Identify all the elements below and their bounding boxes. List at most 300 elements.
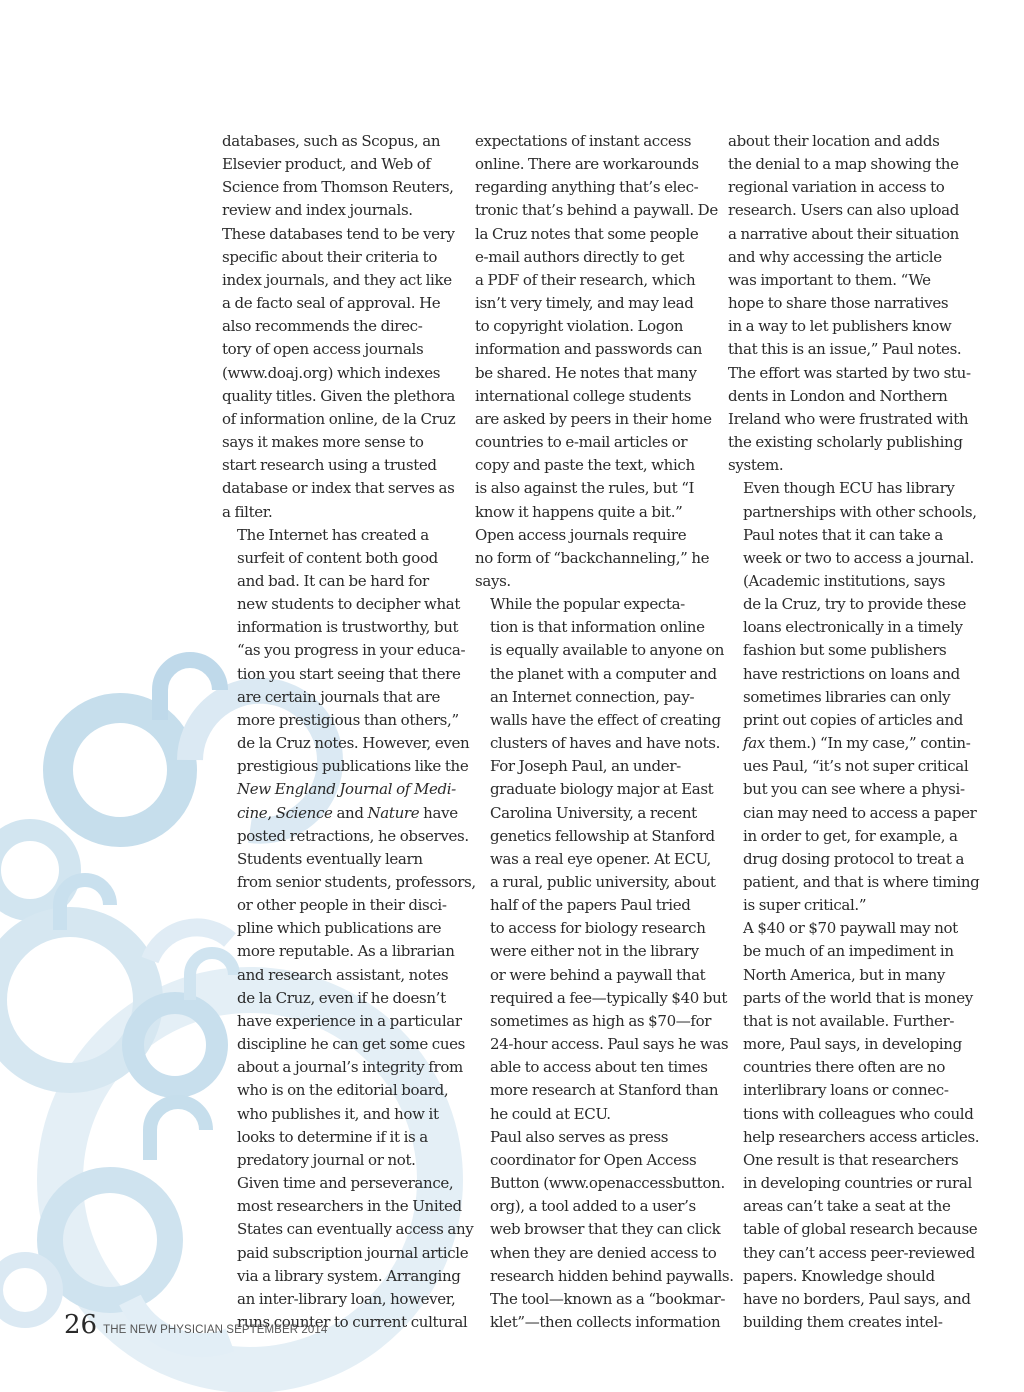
page-number: 26: [64, 1310, 98, 1340]
italic-title: cine: [237, 803, 268, 822]
text-run: help researchers access articles.: [743, 1127, 980, 1146]
text-run: tronic that’s behind a paywall. De: [475, 201, 718, 220]
text-run: regarding anything that’s elec-: [475, 178, 699, 197]
text-run: States can eventually access any: [237, 1220, 474, 1239]
text-line: [222, 1149, 458, 1172]
text-run: is equally available to anyone on: [490, 641, 725, 660]
text-run: about a journal’s integrity from: [237, 1058, 463, 1077]
text-run: org), a tool added to a user’s: [490, 1197, 696, 1216]
text-line: [728, 686, 964, 709]
text-line: [728, 501, 977, 524]
text-line: [728, 385, 964, 408]
text-run: most researchers in the United: [237, 1197, 462, 1216]
text-line: [728, 547, 974, 570]
text-run: countries there often are no: [743, 1058, 946, 1077]
text-run: North America, but in many: [743, 965, 946, 984]
text-line: [222, 338, 458, 361]
text-run: Students eventually learn: [237, 849, 423, 868]
text-line: [728, 964, 964, 987]
text-line: [475, 338, 711, 361]
text-run: also recommends the direc-: [222, 317, 423, 336]
text-line: [475, 940, 711, 963]
italic-title: Nature: [367, 803, 420, 822]
article-paragraph: [475, 130, 718, 593]
italic-title: New England Journal of Medi-: [237, 780, 456, 799]
text-run: pline which publications are: [237, 919, 442, 938]
text-line: [222, 987, 458, 1010]
text-run: sometimes as high as $70—for: [490, 1011, 712, 1030]
article-column-1: [222, 130, 476, 1334]
text-run: about their location and adds: [728, 132, 940, 150]
text-run: research. Users can also upload: [728, 201, 959, 220]
text-line: [728, 1010, 964, 1033]
text-run: via a library system. Arranging: [237, 1266, 461, 1285]
text-line: [475, 1149, 711, 1172]
text-run: areas can’t take a seat at the: [743, 1197, 951, 1216]
text-line: [728, 639, 964, 662]
article-paragraph: [222, 130, 458, 524]
text-run: These databases tend to be very: [222, 224, 455, 243]
text-run: and: [332, 803, 368, 822]
text-run: more research at Stanford than: [490, 1081, 719, 1100]
text-run: says.: [475, 571, 511, 590]
text-run: system.: [728, 456, 784, 475]
text-run: table of global research because: [743, 1220, 978, 1239]
text-line: [222, 199, 458, 222]
text-line: [475, 709, 721, 732]
text-run: have no borders, Paul says, and: [743, 1289, 971, 1308]
text-line: [475, 130, 711, 153]
text-run: looks to determine if it is a: [237, 1127, 428, 1146]
text-line: [728, 778, 964, 801]
text-run: are certain journals that are: [237, 687, 441, 706]
text-run: dents in London and Northern: [728, 386, 948, 405]
text-line: [728, 1033, 964, 1056]
text-line: [728, 477, 964, 500]
text-run: more prestigious than others,”: [237, 710, 459, 729]
text-run: predatory journal or not.: [237, 1150, 416, 1169]
text-run: Even though ECU has library: [743, 479, 955, 498]
text-line: [222, 825, 469, 848]
text-line: [728, 269, 964, 292]
text-run: in developing countries or rural: [743, 1174, 972, 1193]
text-run: loans electronically in a timely: [743, 618, 963, 637]
text-run: print out copies of articles and: [743, 710, 964, 729]
text-line: [475, 1033, 729, 1056]
text-run: Paul notes that it can take a: [743, 525, 943, 544]
article-paragraph: [728, 130, 971, 477]
text-run: countries to e-mail articles or: [475, 433, 688, 452]
text-run: tory of open access journals: [222, 340, 424, 359]
text-run: expectations of instant access: [475, 132, 692, 150]
text-run: and bad. It can be hard for: [237, 571, 429, 590]
text-run: posted retractions, he observes.: [237, 826, 469, 845]
text-run: tions with colleagues who could: [743, 1104, 974, 1123]
italic-title: fax: [743, 734, 765, 753]
text-line: [728, 524, 964, 547]
text-line: [222, 1172, 458, 1195]
text-line: [728, 755, 969, 778]
text-line: [728, 940, 964, 963]
text-run: coordinator for Open Access: [490, 1150, 697, 1169]
text-line: [475, 1265, 734, 1288]
text-line: [475, 246, 711, 269]
text-line: [475, 315, 711, 338]
text-line: [222, 547, 458, 570]
text-run: Science from Thomson Reuters,: [222, 178, 454, 197]
text-run: able to access about ten times: [490, 1058, 708, 1077]
text-run: runs counter to current cultural: [237, 1312, 468, 1331]
text-line: [728, 1311, 964, 1334]
text-line: [222, 1288, 458, 1311]
text-line: [728, 362, 971, 385]
text-run: Button (www.openaccessbutton.: [490, 1174, 725, 1193]
text-line: [728, 431, 964, 454]
text-line: [728, 1195, 964, 1218]
text-line: [475, 871, 716, 894]
text-run: sometimes libraries can only: [743, 687, 951, 706]
text-run: that this is an issue,” Paul notes.: [728, 340, 962, 359]
text-line: [222, 1195, 462, 1218]
text-line: [475, 663, 717, 686]
text-run: tion you start seeing that there: [237, 664, 461, 683]
text-line: [222, 1265, 461, 1288]
text-run: Ireland who were frustrated with: [728, 409, 969, 428]
text-line: [222, 524, 458, 547]
text-line: [475, 153, 711, 176]
text-line: [222, 593, 461, 616]
text-line: [222, 1010, 462, 1033]
text-run: paid subscription journal article: [237, 1243, 469, 1262]
text-run: when they are denied access to: [490, 1243, 717, 1262]
text-run: information is trustworthy, but: [237, 618, 459, 637]
text-line: [475, 778, 714, 801]
article-paragraph: [222, 524, 470, 848]
text-line: [222, 848, 458, 871]
text-line: [728, 130, 964, 153]
text-run: he could at ECU.: [490, 1104, 611, 1123]
text-run: “as you progress in your educa-: [237, 641, 466, 660]
text-run: discipline he can get some cues: [237, 1035, 466, 1054]
text-line: [475, 1242, 717, 1265]
text-run: required a fee—typically $40 but: [490, 988, 728, 1007]
text-run: are asked by peers in their home: [475, 409, 712, 428]
text-line: [475, 269, 711, 292]
text-run: clusters of haves and have nots.: [490, 734, 721, 753]
text-line: [475, 987, 728, 1010]
text-run: Elsevier product, and Web of: [222, 155, 431, 174]
text-run: patient, and that is where timing: [743, 873, 980, 891]
text-run: Carolina University, a recent: [490, 803, 697, 822]
text-run: drug dosing protocol to treat a: [743, 849, 965, 868]
text-line: [728, 894, 964, 917]
text-line: [728, 1079, 964, 1102]
text-run: While the popular expecta-: [490, 595, 685, 614]
text-run: them.) “In my case,” contin-: [764, 734, 971, 753]
text-line: [728, 802, 977, 825]
text-line: [475, 732, 721, 755]
text-run: klet”—then collects information: [490, 1312, 721, 1331]
text-line: [222, 1079, 458, 1102]
text-run: no form of “backchanneling,” he: [475, 548, 710, 567]
text-run: e-mail authors directly to get: [475, 247, 685, 266]
text-line: [728, 1288, 971, 1311]
text-run: and research assistant, notes: [237, 965, 449, 984]
text-line: [475, 408, 711, 431]
text-run: The tool—known as a “bookmar-: [490, 1289, 726, 1308]
text-line: [475, 802, 711, 825]
text-line: [728, 199, 964, 222]
text-line: [222, 1103, 458, 1126]
text-line: [475, 524, 711, 547]
text-run: quality titles. Given the plethora: [222, 386, 455, 405]
text-line: [475, 1056, 711, 1079]
text-run: have experience in a particular: [237, 1011, 462, 1030]
text-line: [728, 1126, 980, 1149]
text-line: [728, 709, 964, 732]
text-line: [475, 199, 718, 222]
text-run: 24-hour access. Paul says he was: [490, 1035, 729, 1054]
text-run: or were behind a paywall that: [490, 965, 706, 984]
text-run: is super critical.”: [743, 896, 867, 915]
text-run: walls have the effect of creating: [490, 710, 721, 729]
text-line: [728, 1172, 972, 1195]
text-line: [222, 269, 458, 292]
text-line: [475, 848, 711, 871]
text-line: [728, 1242, 975, 1265]
text-run: half of the papers Paul tried: [490, 896, 691, 915]
text-line: [728, 338, 964, 361]
text-line: [222, 1242, 469, 1265]
text-line: [475, 639, 725, 662]
text-line: [475, 501, 711, 524]
text-line: [222, 663, 461, 686]
text-run: in a way to let publishers know: [728, 317, 952, 336]
text-line: [475, 1218, 721, 1241]
text-run: specific about their criteria to: [222, 247, 438, 266]
text-run: was important to them. “We: [728, 270, 931, 289]
text-run: and why accessing the article: [728, 247, 942, 266]
article-paragraph: [475, 1126, 734, 1334]
text-line: [222, 153, 458, 176]
text-line: [728, 1103, 974, 1126]
text-run: the existing scholarly publishing: [728, 433, 963, 452]
text-line: [475, 686, 711, 709]
text-run: papers. Knowledge should: [743, 1266, 935, 1285]
text-line: [475, 1010, 711, 1033]
text-line: [728, 848, 964, 871]
text-run: a rural, public university, about: [490, 873, 716, 891]
text-line: [728, 246, 964, 269]
text-run: ues Paul, “it’s not super critical: [743, 757, 969, 776]
text-run: de la Cruz notes. However, even: [237, 734, 470, 753]
text-run: new students to decipher what: [237, 595, 461, 614]
text-run: was a real eye opener. At ECU,: [490, 849, 711, 868]
text-line: [222, 385, 458, 408]
text-line: [728, 871, 980, 894]
text-run: to access for biology research: [490, 919, 706, 938]
article-column-2: [475, 130, 734, 1334]
text-run: de la Cruz, even if he doesn’t: [237, 988, 446, 1007]
text-run: a de facto seal of approval. He: [222, 294, 441, 313]
text-run: partnerships with other schools,: [743, 502, 977, 521]
text-line: [728, 663, 964, 686]
text-line: [728, 153, 964, 176]
text-line: [728, 454, 964, 477]
text-run: la Cruz notes that some people: [475, 224, 699, 243]
text-line: [222, 964, 458, 987]
text-line: [222, 732, 470, 755]
text-line: [222, 755, 469, 778]
text-run: The effort was started by two stu-: [728, 363, 971, 382]
text-line: [728, 1265, 964, 1288]
text-run: regional variation in access to: [728, 178, 945, 197]
text-run: index journals, and they act like: [222, 270, 452, 289]
text-run: in order to get, for example, a: [743, 826, 958, 845]
text-line: [222, 501, 458, 524]
text-run: genetics fellowship at Stanford: [490, 826, 715, 845]
text-run: a narrative about their situation: [728, 224, 959, 243]
text-run: the denial to a map showing the: [728, 155, 959, 174]
text-line: [475, 616, 711, 639]
article-paragraph: [222, 848, 476, 1172]
text-line: [222, 130, 458, 153]
text-line: [728, 616, 964, 639]
text-line: [222, 616, 458, 639]
text-line: [222, 894, 458, 917]
text-line: [475, 755, 711, 778]
text-run: prestigious publications like the: [237, 757, 469, 776]
text-line: [728, 292, 964, 315]
text-run: of information online, de la Cruz: [222, 409, 456, 428]
text-run: to copyright violation. Logon: [475, 317, 684, 336]
text-line: [475, 362, 711, 385]
text-run: fashion but some publishers: [743, 641, 947, 660]
text-run: cian may need to access a paper: [743, 803, 977, 822]
text-line: [222, 1126, 458, 1149]
text-run: international college students: [475, 386, 692, 405]
text-line: [475, 223, 711, 246]
text-run: ,: [267, 803, 276, 822]
article-paragraph: [728, 917, 980, 1334]
article-paragraph: [475, 593, 729, 1126]
text-line: [222, 223, 458, 246]
text-run: graduate biology major at East: [490, 780, 714, 799]
text-run: but you can see where a physi-: [743, 780, 965, 799]
text-line: [475, 385, 711, 408]
text-line: [728, 315, 964, 338]
text-run: Open access journals require: [475, 525, 687, 544]
text-line: [728, 825, 964, 848]
text-run: copy and paste the text, which: [475, 456, 695, 475]
text-line: [728, 223, 964, 246]
text-run: parts of the world that is money: [743, 988, 973, 1007]
text-run: database or index that serves as: [222, 479, 455, 498]
text-line: [222, 1056, 463, 1079]
text-line: [728, 176, 964, 199]
text-run: they can’t access peer-reviewed: [743, 1243, 975, 1262]
text-run: the planet with a computer and: [490, 664, 717, 683]
text-run: that is not available. Further-: [743, 1011, 955, 1030]
text-run: an Internet connection, pay-: [490, 687, 695, 706]
text-line: [728, 917, 964, 940]
text-run: Given time and perseverance,: [237, 1174, 454, 1193]
text-run: week or two to access a journal.: [743, 548, 974, 567]
text-line: [475, 1311, 721, 1334]
publication-name-and-date: THE NEW PHYSICIAN SEPTEMBER 2014: [103, 1324, 328, 1336]
text-line: [222, 176, 458, 199]
text-run: be much of an impediment in: [743, 942, 954, 961]
text-line: [222, 940, 458, 963]
text-run: from senior students, professors,: [237, 873, 476, 891]
text-run: web browser that they can click: [490, 1220, 721, 1239]
text-line: [475, 454, 711, 477]
text-run: or other people in their disci-: [237, 896, 447, 915]
text-line: [475, 570, 711, 593]
text-run: be shared. He notes that many: [475, 363, 697, 382]
text-run: start research using a trusted: [222, 456, 437, 475]
text-run: a filter.: [222, 502, 273, 521]
text-run: information and passwords can: [475, 340, 703, 359]
text-line: [222, 917, 458, 940]
text-line: [222, 477, 458, 500]
text-line: [222, 709, 458, 732]
text-run: were either not in the library: [490, 942, 699, 961]
text-line: [222, 1033, 466, 1056]
text-line: [475, 292, 711, 315]
text-run: more, Paul says, in developing: [743, 1035, 962, 1054]
text-run: (Academic institutions, says: [743, 571, 946, 590]
text-run: For Joseph Paul, an under-: [490, 757, 681, 776]
text-line: [475, 1126, 711, 1149]
text-line: [475, 176, 711, 199]
text-line: [475, 593, 711, 616]
text-run: isn’t very timely, and may lead: [475, 294, 694, 313]
text-run: online. There are workarounds: [475, 155, 699, 174]
text-run: (www.doaj.org) which indexes: [222, 363, 441, 382]
text-run: have restrictions on loans and: [743, 664, 960, 683]
text-run: databases, such as Scopus, an: [222, 132, 441, 150]
text-run: tion is that information online: [490, 618, 705, 637]
text-line: [475, 894, 711, 917]
text-line: [475, 1103, 711, 1126]
text-line: [222, 570, 458, 593]
text-line: [728, 1218, 978, 1241]
text-run: who is on the editorial board,: [237, 1081, 449, 1100]
text-line: [222, 246, 458, 269]
text-line: [475, 431, 711, 454]
text-line: [222, 686, 458, 709]
text-run: hope to share those narratives: [728, 294, 949, 313]
text-run: de la Cruz, try to provide these: [743, 595, 967, 614]
text-run: Paul also serves as press: [490, 1127, 669, 1146]
text-run: The Internet has created a: [237, 525, 429, 544]
text-line: [222, 871, 476, 894]
text-run: a PDF of their research, which: [475, 270, 696, 289]
text-line: [475, 917, 711, 940]
text-line: [222, 802, 458, 825]
text-line: [222, 431, 458, 454]
text-run: have: [419, 803, 458, 822]
text-line: [475, 1172, 725, 1195]
text-run: research hidden behind paywalls.: [490, 1266, 734, 1285]
text-line: [728, 987, 973, 1010]
text-line: [222, 1218, 474, 1241]
page-footer: [64, 1310, 327, 1340]
text-run: A $40 or $70 paywall may not: [743, 919, 958, 938]
text-run: One result is that researchers: [743, 1150, 959, 1169]
text-line: [222, 778, 458, 801]
